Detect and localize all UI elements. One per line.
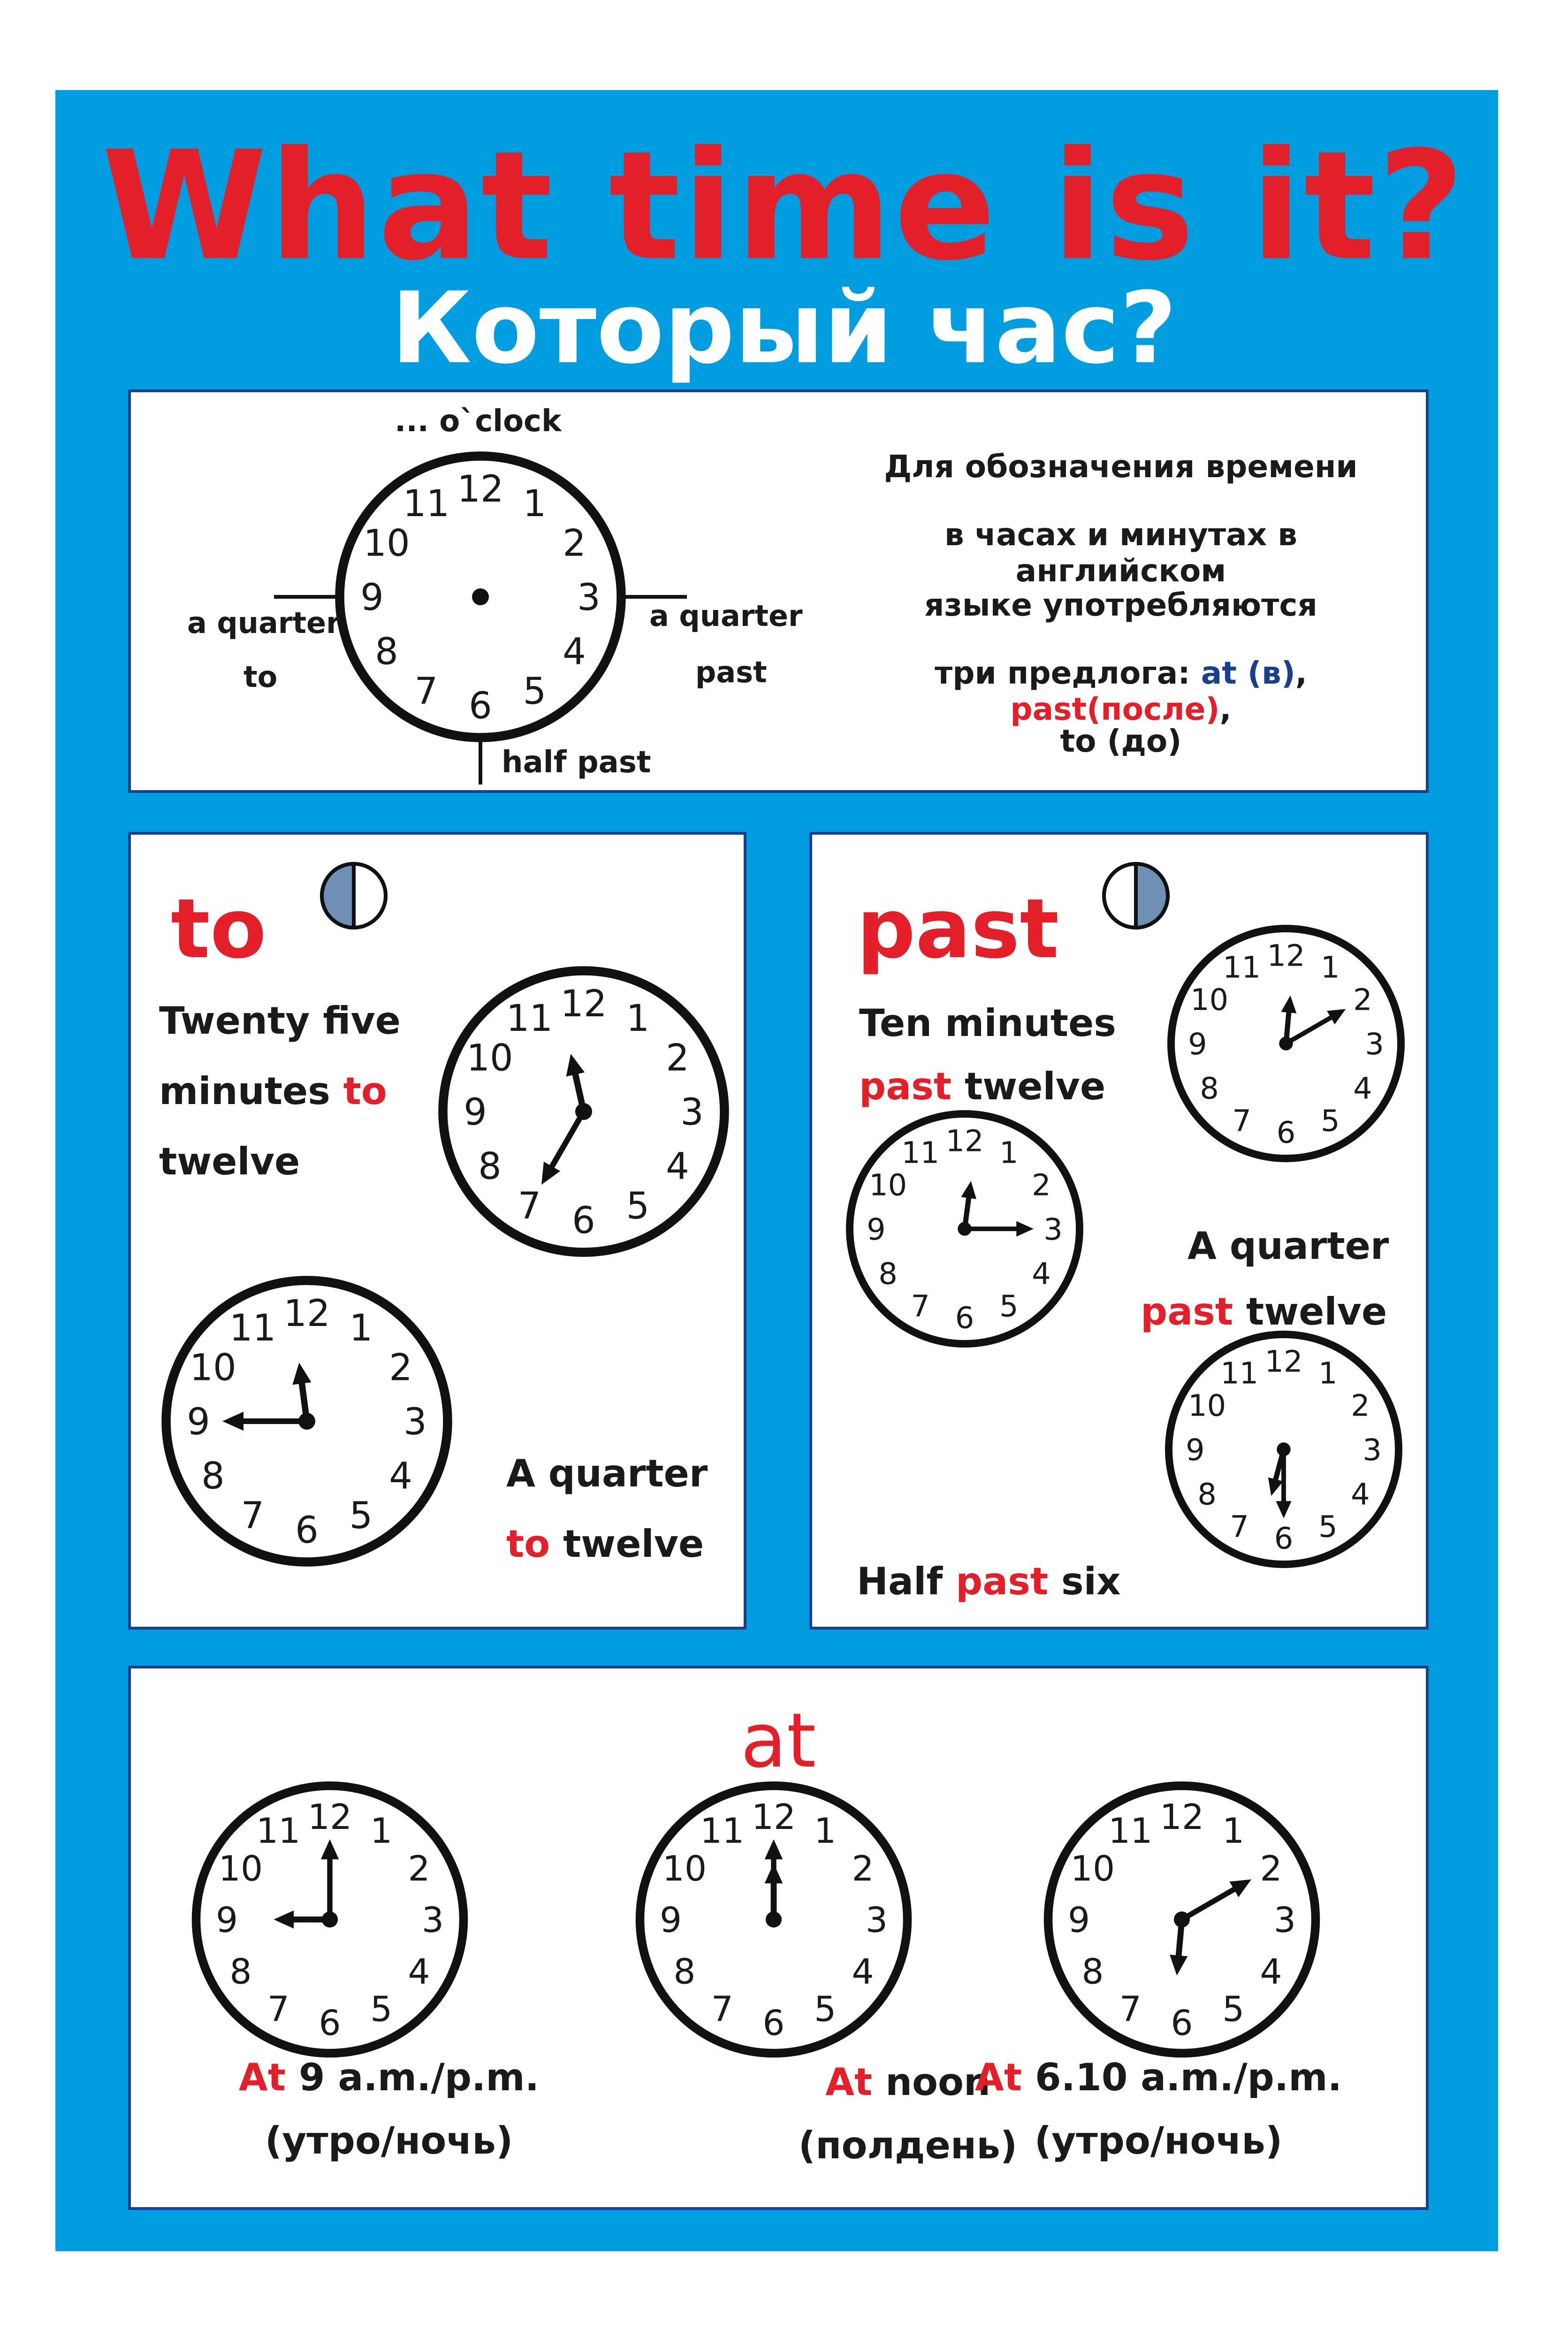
clock-number: 5 bbox=[999, 1289, 1019, 1324]
clock-number: 11 bbox=[1220, 1356, 1259, 1391]
to-example2-line2: to twelve bbox=[506, 1522, 704, 1566]
page-title: What time is it? bbox=[101, 119, 1467, 294]
clock-number: 9 bbox=[360, 577, 384, 619]
clock-six-ten bbox=[1048, 1786, 1316, 2053]
clock-number: 4 bbox=[666, 1145, 689, 1188]
clock-number: 12 bbox=[457, 468, 504, 511]
quarter-past-label-2: past bbox=[695, 655, 767, 689]
clock-number: 2 bbox=[1351, 1388, 1370, 1424]
to-panel bbox=[128, 832, 746, 1630]
past-example2-line1: A quarter bbox=[1187, 1224, 1389, 1268]
intro-ru-line-4: три предлога: at (в), past(после), bbox=[935, 655, 1307, 727]
clock-number: 12 bbox=[283, 1293, 330, 1335]
clock-number: 7 bbox=[1230, 1509, 1249, 1545]
clock-number: 1 bbox=[370, 1811, 393, 1851]
past-example1-line2: past twelve bbox=[859, 1065, 1106, 1108]
clock-half-past-six bbox=[1169, 1334, 1399, 1564]
clock-number: 6 bbox=[1276, 1115, 1296, 1150]
clock-number: 7 bbox=[911, 1289, 930, 1324]
clock-center bbox=[1279, 1036, 1293, 1050]
at-item2-ru: (полдень) bbox=[798, 2124, 1018, 2167]
clock-twenty-five-to-twelve bbox=[443, 971, 724, 1252]
clock-number: 7 bbox=[1232, 1104, 1251, 1139]
clock-number: 3 bbox=[1273, 1900, 1296, 1941]
clock-number: 3 bbox=[1365, 1027, 1384, 1062]
clock-number: 3 bbox=[1043, 1212, 1063, 1247]
clock-number: 5 bbox=[814, 1989, 837, 2030]
at-item3-time: At 6.10 a.m./p.m. bbox=[975, 2056, 1342, 2099]
clock-number: 6 bbox=[572, 1200, 595, 1242]
clock-number: 9 bbox=[215, 1900, 238, 1941]
clock-number: 10 bbox=[1190, 983, 1229, 1018]
clock-number: 10 bbox=[466, 1037, 513, 1080]
clock-center bbox=[472, 588, 489, 605]
clock-number: 2 bbox=[666, 1037, 689, 1080]
clock-number: 5 bbox=[1222, 1989, 1245, 2030]
at-heading: at bbox=[740, 1697, 816, 1784]
clock-number: 2 bbox=[563, 522, 586, 565]
clock-number: 2 bbox=[1032, 1168, 1051, 1203]
clock-number: 9 bbox=[187, 1401, 210, 1444]
quarter-past-label-1: a quarter bbox=[649, 599, 803, 633]
at-item3-ru: (утро/ночь) bbox=[1034, 2119, 1283, 2163]
clock-number: 8 bbox=[1197, 1477, 1217, 1512]
clock-number: 7 bbox=[711, 1989, 733, 2030]
clock-number: 1 bbox=[814, 1811, 837, 1851]
prepositions-prefix: три предлога: bbox=[935, 655, 1201, 691]
clock-number: 7 bbox=[267, 1989, 289, 2030]
clock-noon bbox=[640, 1786, 907, 2053]
clock-number: 1 bbox=[1321, 950, 1340, 985]
clock-number: 11 bbox=[1108, 1811, 1153, 1851]
clock-number: 11 bbox=[403, 483, 450, 526]
clock-number: 9 bbox=[867, 1212, 886, 1247]
clock-number: 5 bbox=[626, 1185, 650, 1228]
intro-ru-line-1: Для обозначения времени bbox=[884, 449, 1358, 485]
past-heading: past bbox=[857, 882, 1059, 977]
to-preposition: to (до) bbox=[1060, 723, 1182, 759]
at-item1-ru: (утро/ночь) bbox=[265, 2119, 513, 2163]
intro-panel bbox=[128, 389, 1429, 793]
clock-number: 4 bbox=[1032, 1257, 1051, 1292]
half-circle-icon bbox=[322, 864, 386, 928]
clock-number: 8 bbox=[1200, 1071, 1219, 1106]
clock-number: 5 bbox=[1318, 1509, 1338, 1545]
to-example1-line2: minutes to bbox=[159, 1069, 387, 1113]
clock-center bbox=[1174, 1912, 1190, 1927]
at-preposition: at (в) bbox=[1201, 655, 1295, 691]
clock-number: 8 bbox=[478, 1145, 502, 1188]
clock-center bbox=[298, 1413, 315, 1430]
clock-number: 11 bbox=[229, 1307, 276, 1350]
clock-center bbox=[575, 1103, 592, 1120]
clock-number: 9 bbox=[659, 1900, 682, 1941]
clock-quarter-to-twelve bbox=[166, 1280, 448, 1562]
clock-number: 9 bbox=[1188, 1027, 1207, 1062]
clock-number: 2 bbox=[408, 1848, 430, 1889]
clock-number: 5 bbox=[370, 1989, 393, 2030]
clock-number: 8 bbox=[229, 1951, 252, 1992]
half-circle-icon bbox=[1104, 864, 1168, 928]
clock-number: 12 bbox=[307, 1797, 352, 1838]
clock-number: 2 bbox=[852, 1848, 874, 1889]
clock-number: 4 bbox=[408, 1951, 430, 1992]
clock-number: 4 bbox=[1351, 1477, 1370, 1512]
to-heading: to bbox=[171, 882, 266, 977]
clock-number: 8 bbox=[201, 1455, 225, 1498]
clock-ten-past-twelve bbox=[1171, 929, 1401, 1158]
at-item2-time: At noon bbox=[825, 2060, 990, 2104]
to-example1-line3: twelve bbox=[159, 1140, 300, 1183]
clock-number: 10 bbox=[662, 1848, 707, 1889]
clock-number: 6 bbox=[762, 2003, 785, 2044]
clock-number: 12 bbox=[1267, 938, 1305, 974]
quarter-to-label-1: a quarter bbox=[187, 606, 341, 640]
clock-number: 10 bbox=[869, 1168, 907, 1203]
clock-number: 3 bbox=[577, 577, 601, 619]
to-panel-clocks bbox=[131, 835, 749, 1632]
clock-number: 10 bbox=[1070, 1848, 1115, 1889]
clock-center bbox=[766, 1912, 782, 1927]
clock-number: 4 bbox=[852, 1951, 874, 1992]
clock-number: 2 bbox=[1353, 983, 1372, 1018]
clock-center bbox=[1277, 1442, 1290, 1456]
clock-number: 10 bbox=[363, 522, 410, 565]
clock-number: 1 bbox=[999, 1135, 1019, 1171]
intro-ru-line-2: в часах и минутах в английском bbox=[944, 517, 1297, 589]
at-item1-time: At 9 a.m./p.m. bbox=[238, 2056, 540, 2099]
clock-number: 4 bbox=[389, 1455, 412, 1498]
clock-number: 8 bbox=[1081, 1951, 1104, 1992]
clock-number: 9 bbox=[1067, 1900, 1090, 1941]
clock-number: 3 bbox=[865, 1900, 888, 1941]
clock-number: 10 bbox=[218, 1848, 263, 1889]
clock-number: 4 bbox=[563, 631, 586, 673]
clock-number: 8 bbox=[673, 1951, 696, 1992]
clock-number: 8 bbox=[878, 1257, 898, 1292]
clock-number: 6 bbox=[1274, 1521, 1294, 1556]
clock-number: 5 bbox=[523, 670, 547, 713]
clock-nine-oclock bbox=[196, 1786, 464, 2053]
clock-number: 12 bbox=[560, 983, 607, 1026]
clock-number: 11 bbox=[1223, 950, 1261, 985]
to-example2-line1: A quarter bbox=[506, 1452, 708, 1495]
clock-number: 10 bbox=[1188, 1388, 1226, 1424]
past-example2-line2: past twelve bbox=[1141, 1290, 1387, 1333]
clock-number: 3 bbox=[1362, 1432, 1382, 1468]
clock-quarter-past-twelve bbox=[850, 1114, 1080, 1344]
to-example1-line1: Twenty five bbox=[159, 999, 401, 1043]
intro-ru-line-3: языке употребляются bbox=[924, 587, 1317, 623]
clock-number: 12 bbox=[1159, 1797, 1204, 1838]
clock-number: 6 bbox=[955, 1301, 974, 1336]
clock-number: 9 bbox=[1186, 1432, 1205, 1468]
clock-center bbox=[958, 1222, 971, 1235]
clock-number: 10 bbox=[190, 1347, 236, 1389]
clock-number: 6 bbox=[1171, 2003, 1193, 2044]
at-panel bbox=[128, 1666, 1429, 2210]
clock-number: 1 bbox=[1222, 1811, 1245, 1851]
clock-number: 7 bbox=[1119, 1989, 1142, 2030]
clock-number: 6 bbox=[319, 2003, 341, 2044]
clock-number: 5 bbox=[1321, 1104, 1340, 1139]
clock-number: 5 bbox=[349, 1495, 373, 1538]
quarter-to-label-2: to bbox=[244, 660, 278, 694]
clock-number: 1 bbox=[523, 483, 547, 526]
clock-number: 11 bbox=[901, 1135, 940, 1171]
clock-number: 3 bbox=[421, 1900, 444, 1941]
clock-number: 7 bbox=[518, 1185, 541, 1228]
clock-number: 6 bbox=[469, 685, 492, 728]
half-past-label: half past bbox=[502, 745, 651, 780]
clock-number: 11 bbox=[506, 998, 553, 1040]
clock-number: 3 bbox=[403, 1401, 427, 1444]
clock-number: 9 bbox=[464, 1091, 487, 1134]
clock-number: 4 bbox=[1260, 1951, 1282, 1992]
clock-number: 12 bbox=[1264, 1344, 1303, 1379]
clock-number: 12 bbox=[945, 1124, 984, 1159]
clock-number: 1 bbox=[1318, 1356, 1338, 1391]
clock-number: 3 bbox=[680, 1091, 704, 1134]
clock-number: 11 bbox=[256, 1811, 301, 1851]
clock-number: 2 bbox=[1260, 1848, 1282, 1889]
past-example3: Half past six bbox=[857, 1560, 1121, 1603]
clock-number: 12 bbox=[751, 1797, 796, 1838]
past-example1-line1: Ten minutes bbox=[859, 1001, 1116, 1045]
page-subtitle: Который час? bbox=[391, 271, 1177, 386]
clock-number: 6 bbox=[295, 1509, 319, 1552]
clock-number: 2 bbox=[389, 1347, 412, 1389]
clock-number: 11 bbox=[700, 1811, 745, 1851]
oclock-label: ... o`clock bbox=[395, 404, 562, 439]
clock-center bbox=[322, 1912, 338, 1927]
past-preposition: past(после) bbox=[1010, 691, 1220, 727]
clock-number: 4 bbox=[1353, 1071, 1372, 1106]
clock-number: 1 bbox=[349, 1307, 373, 1350]
clock-number: 7 bbox=[241, 1495, 265, 1538]
clock-number: 8 bbox=[375, 631, 398, 673]
clock-number: 7 bbox=[414, 670, 438, 713]
past-panel bbox=[809, 832, 1429, 1630]
clock-number: 1 bbox=[626, 998, 650, 1040]
